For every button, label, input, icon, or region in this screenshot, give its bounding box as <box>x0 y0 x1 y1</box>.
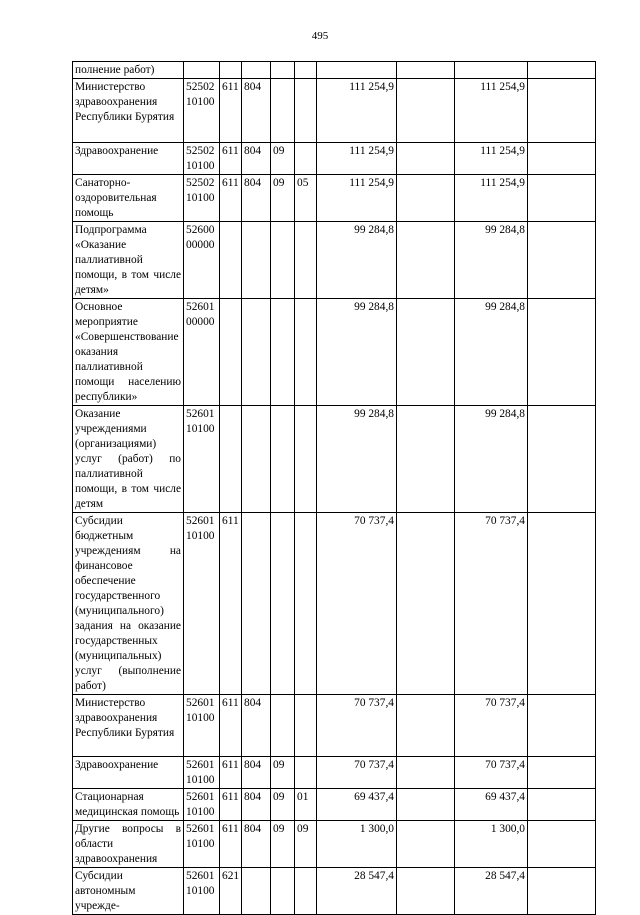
grbs-cell <box>220 222 242 299</box>
target-article-cell: 52502 10100 <box>184 143 220 175</box>
expense-type-cell: 01 <box>295 789 317 821</box>
table-row <box>73 62 596 79</box>
section-cell: 804 <box>242 695 271 757</box>
section-cell <box>242 222 271 299</box>
amount-extra-cell <box>528 868 596 915</box>
amount-cell: 111 254,9 <box>317 143 397 175</box>
amount-cell: 111 254,9 <box>317 175 397 222</box>
subsection-cell <box>271 62 295 79</box>
amount-cell: 99 284,8 <box>317 222 397 299</box>
table-row <box>73 868 596 915</box>
grbs-cell <box>220 62 242 79</box>
target-article-cell: 52601 00000 <box>184 299 220 406</box>
row-name-cell: Министерство здравоохранения Республики Бурятия <box>73 79 184 143</box>
row-name-cell: Санаторно-оздоровительная помощь <box>73 175 184 222</box>
amount-total-cell: 28 547,4 <box>455 868 528 915</box>
section-cell <box>242 299 271 406</box>
row-name-cell: Другие вопросы в области здравоохранения <box>73 821 184 868</box>
page-number: 495 <box>311 30 329 42</box>
target-article-cell: 52601 10100 <box>184 789 220 821</box>
subsection-cell: 09 <box>271 757 295 789</box>
amount-empty-cell <box>397 222 455 299</box>
subsection-cell <box>271 695 295 757</box>
table-row <box>73 143 596 175</box>
amount-empty-cell <box>397 868 455 915</box>
table-row <box>73 299 596 406</box>
amount-cell: 70 737,4 <box>317 757 397 789</box>
amount-empty-cell <box>397 695 455 757</box>
row-name-cell: Здравоохранение <box>73 143 184 175</box>
amount-total-cell: 70 737,4 <box>455 695 528 757</box>
amount-extra-cell <box>528 695 596 757</box>
grbs-cell: 611 <box>220 757 242 789</box>
amount-extra-cell <box>528 143 596 175</box>
target-article-cell: 52600 00000 <box>184 222 220 299</box>
amount-total-cell: 111 254,9 <box>455 143 528 175</box>
subsection-cell <box>271 79 295 143</box>
amount-empty-cell <box>397 406 455 513</box>
subsection-cell: 09 <box>271 789 295 821</box>
grbs-cell: 611 <box>220 695 242 757</box>
row-name-cell: Оказание учреждениями (организациями) услуг (работ) по паллиативной помощи, в том числе детям <box>73 406 184 513</box>
subsection-cell: 09 <box>271 143 295 175</box>
expense-type-cell <box>295 299 317 406</box>
subsection-cell: 09 <box>271 175 295 222</box>
table-row <box>73 695 596 757</box>
amount-cell: 1 300,0 <box>317 821 397 868</box>
amount-empty-cell <box>397 79 455 143</box>
grbs-cell: 611 <box>220 143 242 175</box>
expense-type-cell <box>295 143 317 175</box>
table-row <box>73 222 596 299</box>
amount-cell: 99 284,8 <box>317 406 397 513</box>
table-row <box>73 79 596 143</box>
amount-empty-cell <box>397 143 455 175</box>
subsection-cell: 09 <box>271 821 295 868</box>
target-article-cell: 52601 10100 <box>184 406 220 513</box>
amount-cell: 28 547,4 <box>317 868 397 915</box>
amount-cell: 111 254,9 <box>317 79 397 143</box>
grbs-cell: 621 <box>220 868 242 915</box>
expense-type-cell <box>295 695 317 757</box>
target-article-cell: 52601 10100 <box>184 513 220 695</box>
amount-extra-cell <box>528 821 596 868</box>
grbs-cell <box>220 406 242 513</box>
amount-extra-cell <box>528 757 596 789</box>
section-cell <box>242 513 271 695</box>
amount-empty-cell <box>397 821 455 868</box>
amount-cell: 99 284,8 <box>317 299 397 406</box>
table-row <box>73 175 596 222</box>
row-name-cell: Здравоохранение <box>73 757 184 789</box>
section-cell: 804 <box>242 175 271 222</box>
row-name-cell: Субсидии автономным учрежде- <box>73 868 184 915</box>
target-article-cell: 52502 10100 <box>184 175 220 222</box>
amount-extra-cell <box>528 222 596 299</box>
table-row <box>73 789 596 821</box>
section-cell <box>242 868 271 915</box>
expense-type-cell <box>295 513 317 695</box>
amount-total-cell: 99 284,8 <box>455 299 528 406</box>
subsection-cell <box>271 868 295 915</box>
grbs-cell: 611 <box>220 175 242 222</box>
amount-cell: 70 737,4 <box>317 695 397 757</box>
row-name-cell: Подпрограмма «Оказание паллиативной помощи, в том числе детям» <box>73 222 184 299</box>
section-cell: 804 <box>242 757 271 789</box>
subsection-cell <box>271 222 295 299</box>
section-cell: 804 <box>242 79 271 143</box>
grbs-cell <box>220 299 242 406</box>
grbs-cell: 611 <box>220 79 242 143</box>
amount-empty-cell <box>397 513 455 695</box>
expense-type-cell: 09 <box>295 821 317 868</box>
amount-empty-cell <box>397 757 455 789</box>
expense-type-cell: 05 <box>295 175 317 222</box>
amount-cell <box>317 62 397 79</box>
budget-table <box>72 61 596 915</box>
subsection-cell <box>271 513 295 695</box>
amount-total-cell: 111 254,9 <box>455 79 528 143</box>
table-row <box>73 406 596 513</box>
subsection-cell <box>271 406 295 513</box>
target-article-cell <box>184 62 220 79</box>
amount-empty-cell <box>397 299 455 406</box>
row-name-cell: Основное мероприятие «Совершенствование оказания паллиативной помощи населению республики» <box>73 299 184 406</box>
target-article-cell: 52601 10100 <box>184 868 220 915</box>
amount-cell: 69 437,4 <box>317 789 397 821</box>
section-cell: 804 <box>242 789 271 821</box>
expense-type-cell <box>295 62 317 79</box>
amount-cell: 70 737,4 <box>317 513 397 695</box>
grbs-cell: 611 <box>220 789 242 821</box>
amount-extra-cell <box>528 406 596 513</box>
target-article-cell: 52601 10100 <box>184 695 220 757</box>
amount-empty-cell <box>397 789 455 821</box>
amount-extra-cell <box>528 789 596 821</box>
row-name-cell: Стационарная медицинская помощь <box>73 789 184 821</box>
table-row <box>73 513 596 695</box>
grbs-cell: 611 <box>220 513 242 695</box>
row-name-cell: Субсидии бюджетным учреждениям на финансовое обеспечение государственного (муниципального) задания на оказание государственных (муниципальных) услуг (выполнение работ) <box>73 513 184 695</box>
amount-extra-cell <box>528 175 596 222</box>
amount-total-cell: 70 737,4 <box>455 513 528 695</box>
amount-total-cell: 99 284,8 <box>455 406 528 513</box>
row-name-cell: полнение работ) <box>73 62 184 79</box>
section-cell: 804 <box>242 821 271 868</box>
expense-type-cell <box>295 868 317 915</box>
expense-type-cell <box>295 222 317 299</box>
section-cell <box>242 406 271 513</box>
amount-total-cell: 111 254,9 <box>455 175 528 222</box>
amount-extra-cell <box>528 62 596 79</box>
amount-empty-cell <box>397 175 455 222</box>
expense-type-cell <box>295 406 317 513</box>
target-article-cell: 52502 10100 <box>184 79 220 143</box>
amount-total-cell: 1 300,0 <box>455 821 528 868</box>
expense-type-cell <box>295 757 317 789</box>
amount-empty-cell <box>397 62 455 79</box>
target-article-cell: 52601 10100 <box>184 821 220 868</box>
section-cell: 804 <box>242 143 271 175</box>
table-row <box>73 821 596 868</box>
expense-type-cell <box>295 79 317 143</box>
subsection-cell <box>271 299 295 406</box>
amount-total-cell: 69 437,4 <box>455 789 528 821</box>
table-row <box>73 757 596 789</box>
target-article-cell: 52601 10100 <box>184 757 220 789</box>
amount-total-cell <box>455 62 528 79</box>
amount-extra-cell <box>528 79 596 143</box>
amount-extra-cell <box>528 299 596 406</box>
grbs-cell: 611 <box>220 821 242 868</box>
section-cell <box>242 62 271 79</box>
amount-extra-cell <box>528 513 596 695</box>
amount-total-cell: 99 284,8 <box>455 222 528 299</box>
amount-total-cell: 70 737,4 <box>455 757 528 789</box>
row-name-cell: Министерство здравоохранения Республики Бурятия <box>73 695 184 757</box>
